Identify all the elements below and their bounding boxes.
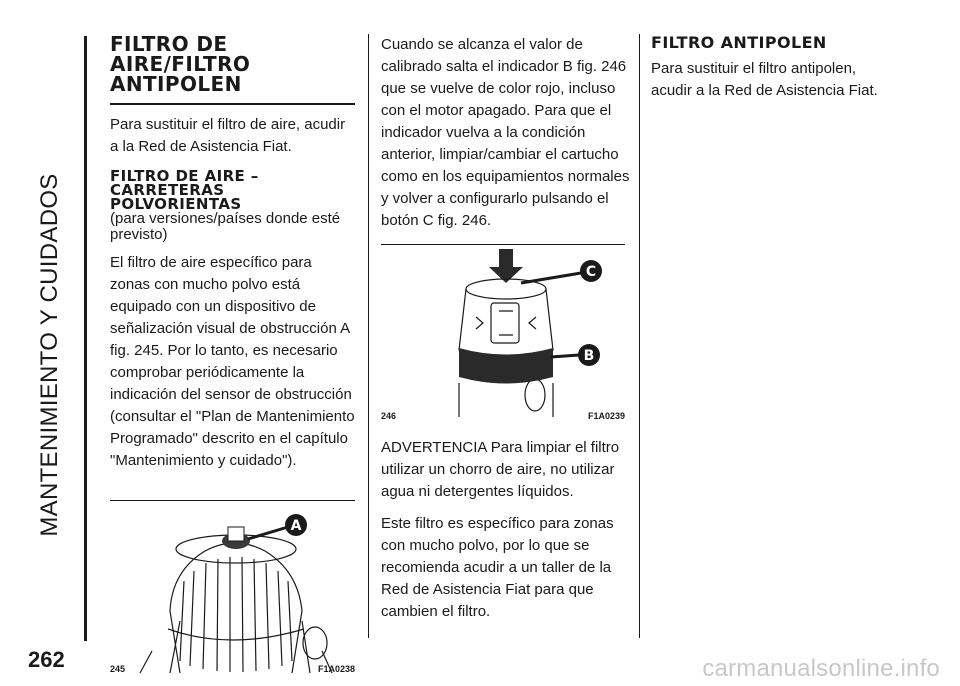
heading-pollen-filter: FILTRO ANTIPOLEN (651, 33, 827, 52)
column-divider-2 (639, 34, 640, 638)
column-1 (110, 34, 355, 676)
callout-c: C (585, 264, 597, 280)
heading-air-filter: FILTRO DE AIRE/FILTRO ANTIPOLEN (110, 34, 355, 105)
column-3 (651, 34, 901, 102)
subheading-dusty-roads: FILTRO DE AIRE – CARRETERAS POLVORIENTAS (110, 167, 259, 213)
paragraph-air-filter: Para sustituir el filtro de aire, acudir a la Red de Asistencia Fiat. (110, 116, 346, 155)
figure-245-number: 245 (110, 664, 126, 674)
page-number: 262 (28, 647, 65, 672)
figure-245-code: F1A0238 (317, 664, 355, 674)
air-filter-illustration (110, 501, 355, 675)
paragraph-pollen-filter: Para sustituir el filtro antipolen, acudir a la Red de Asistencia Fiat. (651, 60, 878, 99)
figure-246-number: 246 (381, 411, 397, 421)
watermark-text: carmanualsonline.info (702, 655, 940, 682)
subnote-versions: (para versiones/países donde esté previsto) (110, 210, 341, 243)
figure-245-caption (110, 664, 355, 674)
figure-246 (381, 244, 625, 423)
section-title-vertical: MANTENIMIENTO Y CUIDADOS (36, 173, 63, 537)
paragraph-warning: ADVERTENCIA Para limpiar el filtro utilizar un chorro de aire, no utilizar agua ni detergentes líquidos. (381, 439, 620, 500)
callout-a: A (290, 518, 302, 534)
clogging-indicator-illustration (381, 245, 625, 422)
figure-245 (110, 500, 355, 676)
paragraph-indicator-reset: Cuando se alcanza el valor de calibrado salta el indicador B fig. 246 que se vuelve de color rojo, incluso con el motor apagado. Para que el indicador vuelva a la condición anterior, limpiar/cambiar el cartucho como en los equipamientos normales y volver a configurarlo pulsando el botón C fig. 246. (381, 36, 630, 229)
figure-246-code: F1A0239 (587, 411, 625, 421)
column-2 (381, 34, 631, 623)
figure-246-caption (381, 411, 625, 421)
sidebar-rule (84, 36, 87, 641)
callout-b: B (583, 348, 595, 364)
column-divider-1 (368, 34, 369, 638)
paragraph-workshop-advice: Este filtro es específico para zonas con mucho polvo, por lo que se recomienda acudir a un taller de la Red de Asistencia Fiat para que cambien el filtro. (381, 515, 614, 620)
paragraph-clogging-indicator: El filtro de aire específico para zonas con mucho polvo está equipado con un dispositivo de señalización visual de obstrucción A fig. 245. Por lo tanto, es necesario comprobar periódicamente la indicación del sensor de obstrucción (consultar el "Plan de Mantenimiento Programado" descrito en el capítulo "Mantenimiento y cuidado"). (110, 254, 355, 469)
